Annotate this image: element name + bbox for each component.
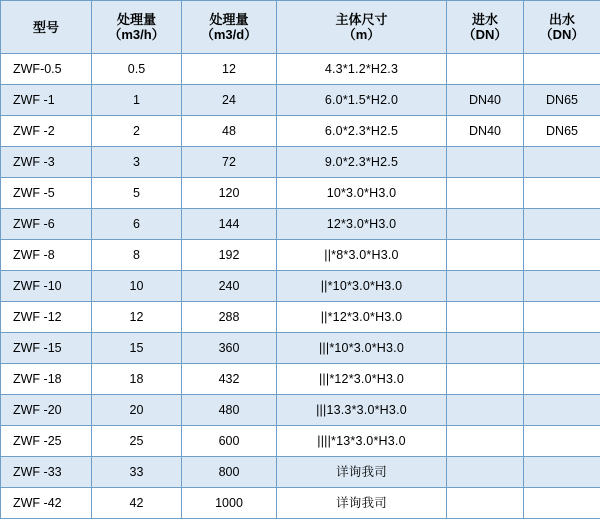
cell-capacity-md: 72 <box>182 147 277 178</box>
cell-inlet <box>447 426 524 457</box>
header-row <box>1 1 600 54</box>
cell-capacity-mh: 8 <box>92 240 182 271</box>
cell-capacity-mh: 1 <box>92 85 182 116</box>
cell-dimensions: ||*12*3.0*H3.0 <box>277 302 447 333</box>
cell-dimensions: 6.0*1.5*H2.0 <box>277 85 447 116</box>
cell-dimensions: 详询我司 <box>277 457 447 488</box>
cell-inlet <box>447 488 524 519</box>
cell-outlet <box>524 178 600 209</box>
cell-capacity-md: 800 <box>182 457 277 488</box>
cell-dimensions: 12*3.0*H3.0 <box>277 209 447 240</box>
table-row <box>1 364 600 395</box>
table-header <box>1 1 600 54</box>
cell-outlet <box>524 333 600 364</box>
cell-model: ZWF -1 <box>1 85 92 116</box>
cell-outlet <box>524 488 600 519</box>
cell-outlet <box>524 426 600 457</box>
header-line-2: （DN） <box>447 27 523 42</box>
cell-capacity-md: 120 <box>182 178 277 209</box>
cell-inlet: DN40 <box>447 85 524 116</box>
cell-model: ZWF -8 <box>1 240 92 271</box>
cell-capacity-mh: 42 <box>92 488 182 519</box>
cell-inlet <box>447 54 524 85</box>
table-row <box>1 333 600 364</box>
cell-dimensions: ||*10*3.0*H3.0 <box>277 271 447 302</box>
cell-model: ZWF -3 <box>1 147 92 178</box>
table-row <box>1 54 600 85</box>
cell-capacity-md: 480 <box>182 395 277 426</box>
cell-model: ZWF -42 <box>1 488 92 519</box>
cell-capacity-md: 192 <box>182 240 277 271</box>
header-line-1: 处理量 <box>92 12 181 27</box>
cell-inlet <box>447 240 524 271</box>
cell-dimensions: |||*12*3.0*H3.0 <box>277 364 447 395</box>
cell-outlet <box>524 302 600 333</box>
cell-model: ZWF -25 <box>1 426 92 457</box>
table-row <box>1 240 600 271</box>
cell-outlet <box>524 271 600 302</box>
header-line-1: 型号 <box>1 20 91 35</box>
cell-model: ZWF -20 <box>1 395 92 426</box>
cell-capacity-md: 360 <box>182 333 277 364</box>
cell-dimensions: 9.0*2.3*H2.5 <box>277 147 447 178</box>
cell-model: ZWF -5 <box>1 178 92 209</box>
cell-outlet <box>524 209 600 240</box>
cell-model: ZWF -2 <box>1 116 92 147</box>
cell-dimensions: ||*8*3.0*H3.0 <box>277 240 447 271</box>
cell-model: ZWF -33 <box>1 457 92 488</box>
cell-inlet <box>447 395 524 426</box>
column-header-inlet <box>447 1 524 54</box>
column-header-model <box>1 1 92 54</box>
cell-capacity-mh: 2 <box>92 116 182 147</box>
header-line-1: 处理量 <box>182 12 276 27</box>
cell-capacity-md: 432 <box>182 364 277 395</box>
cell-inlet <box>447 457 524 488</box>
cell-inlet <box>447 302 524 333</box>
cell-capacity-md: 48 <box>182 116 277 147</box>
cell-capacity-md: 600 <box>182 426 277 457</box>
table-row <box>1 302 600 333</box>
cell-model: ZWF -15 <box>1 333 92 364</box>
cell-capacity-mh: 6 <box>92 209 182 240</box>
column-header-dimensions <box>277 1 447 54</box>
cell-dimensions: ||||*13*3.0*H3.0 <box>277 426 447 457</box>
column-header-outlet <box>524 1 600 54</box>
cell-inlet <box>447 209 524 240</box>
cell-dimensions: 4.3*1.2*H2.3 <box>277 54 447 85</box>
cell-dimensions: 详询我司 <box>277 488 447 519</box>
cell-capacity-mh: 3 <box>92 147 182 178</box>
cell-capacity-mh: 33 <box>92 457 182 488</box>
cell-capacity-md: 144 <box>182 209 277 240</box>
cell-dimensions: |||*10*3.0*H3.0 <box>277 333 447 364</box>
header-line-1: 出水 <box>524 12 600 27</box>
cell-outlet <box>524 240 600 271</box>
column-header-capacity-md <box>182 1 277 54</box>
table-row <box>1 271 600 302</box>
cell-capacity-mh: 12 <box>92 302 182 333</box>
cell-outlet: DN65 <box>524 85 600 116</box>
table-row <box>1 426 600 457</box>
cell-capacity-md: 24 <box>182 85 277 116</box>
cell-capacity-mh: 10 <box>92 271 182 302</box>
cell-model: ZWF -12 <box>1 302 92 333</box>
header-line-1: 进水 <box>447 12 523 27</box>
cell-capacity-md: 288 <box>182 302 277 333</box>
cell-outlet: DN65 <box>524 116 600 147</box>
cell-capacity-mh: 20 <box>92 395 182 426</box>
cell-outlet <box>524 364 600 395</box>
cell-dimensions: |||13.3*3.0*H3.0 <box>277 395 447 426</box>
cell-outlet <box>524 457 600 488</box>
header-line-1: 主体尺寸 <box>277 12 446 27</box>
cell-outlet <box>524 395 600 426</box>
table-row <box>1 457 600 488</box>
cell-capacity-mh: 15 <box>92 333 182 364</box>
cell-model: ZWF -10 <box>1 271 92 302</box>
cell-capacity-mh: 18 <box>92 364 182 395</box>
cell-dimensions: 6.0*2.3*H2.5 <box>277 116 447 147</box>
table-row <box>1 488 600 519</box>
cell-inlet <box>447 364 524 395</box>
cell-outlet <box>524 147 600 178</box>
column-header-capacity-mh <box>92 1 182 54</box>
cell-capacity-md: 1000 <box>182 488 277 519</box>
cell-inlet <box>447 178 524 209</box>
cell-capacity-mh: 25 <box>92 426 182 457</box>
table-row <box>1 85 600 116</box>
table-row <box>1 178 600 209</box>
cell-capacity-mh: 5 <box>92 178 182 209</box>
table-body <box>1 54 600 519</box>
table-row <box>1 116 600 147</box>
cell-outlet <box>524 54 600 85</box>
cell-model: ZWF -18 <box>1 364 92 395</box>
table-row <box>1 395 600 426</box>
cell-inlet: DN40 <box>447 116 524 147</box>
cell-capacity-md: 240 <box>182 271 277 302</box>
cell-dimensions: 10*3.0*H3.0 <box>277 178 447 209</box>
header-line-2: （m3/h） <box>92 27 181 42</box>
table-row <box>1 147 600 178</box>
cell-inlet <box>447 147 524 178</box>
table-row <box>1 209 600 240</box>
cell-capacity-md: 12 <box>182 54 277 85</box>
cell-model: ZWF-0.5 <box>1 54 92 85</box>
header-line-2: （m） <box>277 27 446 42</box>
cell-model: ZWF -6 <box>1 209 92 240</box>
header-line-2: （DN） <box>524 27 600 42</box>
header-line-2: （m3/d） <box>182 27 276 42</box>
cell-inlet <box>447 333 524 364</box>
cell-capacity-mh: 0.5 <box>92 54 182 85</box>
cell-inlet <box>447 271 524 302</box>
